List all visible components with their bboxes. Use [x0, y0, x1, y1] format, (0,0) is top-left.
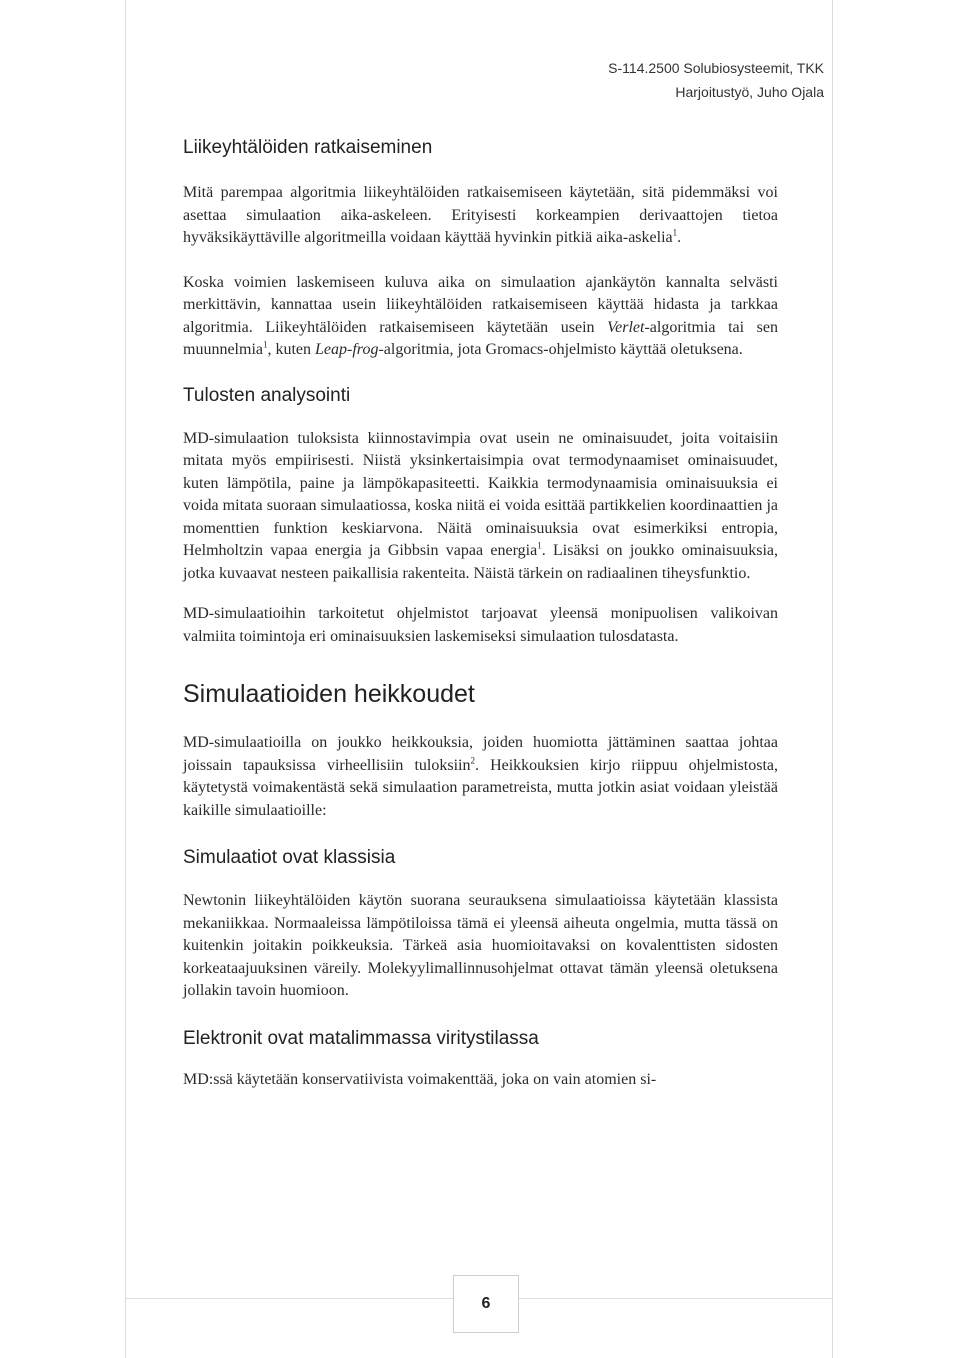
paragraph-electrons: MD:ssä käytetään konservatiivista voimakenttää, joka on vain atomien si- [183, 1070, 657, 1088]
paragraph-software: MD-simulaatioihin tarkoitetut ohjelmistot tarjoavat yleensä monipuolisen valikoivan valmiita toimintoja eri ominaisuuksien laskemiseksi simulaation tulosdatasta. [183, 605, 778, 645]
page-content [183, 134, 778, 1091]
paragraph-text: Koska voimien laskemiseen kuluva aika on simulaation ajankäytön kannalta selvästi merkittävin, kannattaa usein liikeyhtälöiden ratkaisemiseen käyttää hidasta ja tarkkaa algoritmia. Liikeyhtälöiden ratkaisemiseen käytetään usein [183, 273, 778, 336]
paragraph-text: , kuten [267, 341, 316, 358]
page-number: 6 [453, 1275, 519, 1333]
paragraph-weaknesses [183, 732, 778, 822]
paragraph-forces [183, 272, 778, 362]
paragraph-text: MD-simulaatioilla on joukko heikkouksia, joiden huomiotta jättäminen saattaa johtaa joissain tapauksissa virheellisiin tuloksiin [183, 734, 778, 774]
citation-ref: 1 [537, 540, 542, 551]
paragraph-text: . Lisäksi on joukko ominaisuuksia, jotka kuvaavat nesteen paikallisia rakenteita. Näistä tärkein on radiaalinen tiheysfunktio. [183, 542, 779, 582]
paragraph-algorithms: Mitä parempaa algoritmia liikeyhtälöiden ratkaisemiseen käytetään, sitä pidemmäksi voi asettaa simulaation aika-askeleen. Erityisesti korkeampien derivaattojen tietoa hyväksikäyttäville algoritmeilla voidaan käyttää hyvinkin pitkiä aika-askelia$^1$. [183, 184, 778, 246]
paragraph-text: MD-simulaation tuloksista kiinnostavimpia ovat usein ne ominaisuudet, joita voitaisiin mitata myös empiirisesti. Niistä yksinkertaisimpia ovat termodynaamiset ominaisuudet, kuten lämpötila, paine ja lämpökapasiteetti. Kaikkia termodynaamisia ominaisuuksia ei voida mitata suoraan simulaatiossa, koska niitä ei voida esittää partikkelien koordinaattien ja momenttien funktion keskiarvona. Näitä ominaisuuksia ovat esimerkiksi entropia, Helmholtzin vapaa energia ja Gibbsin vapaa energia [183, 429, 778, 559]
section-title-electrons: Elektronit ovat matalimmassa viritystilassa [183, 1027, 539, 1049]
citation-ref: 1 [262, 339, 268, 350]
section-title-classical: Simulaatiot ovat klassisia [183, 847, 396, 868]
citation-ref: 1 [672, 227, 678, 238]
paragraph-text: -algoritmia, jota Gromacs-ohjelmisto käyttää oletuksena. [378, 341, 743, 358]
leapfrog-term: Leap-frog [315, 341, 379, 358]
author-line: Harjoitustyö, Juho Ojala [675, 84, 824, 100]
verlet-term: Verlet [607, 318, 645, 336]
paragraph-classical: Newtonin liikeyhtälöiden käytön suorana seurauksena simulaatioissa käytetään klassista mekaniikkaa. Normaaleissa lämpötiloissa tämä ei yleensä aiheuta ongelmia, mutta tässä on kuitenkin joitakin poikkeuksia. Tärkeä asia huomioitavaksi on kovalenttisten sidosten korkeataajuuksinen väreily. Molekyylimallinnusohjelmat ottavat tämän yleensä oletuksena jollakin tavoin huomioon. [183, 892, 778, 999]
section-title-solving: Liikeyhtälöiden ratkaiseminen [183, 137, 433, 158]
right-frame-line [832, 0, 833, 1358]
paragraph-text: . Heikkouksien kirjo riippuu ohjelmistosta, käytetystä voimakentästä sekä simulaation parametreista, mutta jotkin asiat voidaan yleistää kaikille simulaatioille: [183, 756, 778, 819]
paragraph-results [183, 428, 778, 586]
paragraph-text: -algoritmia tai sen muunnelmia [183, 318, 779, 358]
left-frame-line [125, 0, 126, 1358]
paragraph-text: Mitä parempaa algoritmia liikeyhtälöiden ratkaisemiseen käytetään, sitä pidemmäksi voi asettaa simulaation aika-askeleen. Erityisesti korkeampien derivaattojen tietoa hyväksikäyttäville algoritmeilla voidaan käyttää hyvinkin pitkiä aika-askelia [183, 184, 778, 246]
page-header [608, 56, 824, 104]
course-title: S-114.2500 Solubiosysteemit, TKK [608, 60, 824, 76]
section-title-analysis: Tulosten analysointi [183, 384, 351, 406]
citation-ref: 2 [470, 755, 475, 766]
section-title-weaknesses: Simulaatioiden heikkoudet [183, 680, 475, 708]
